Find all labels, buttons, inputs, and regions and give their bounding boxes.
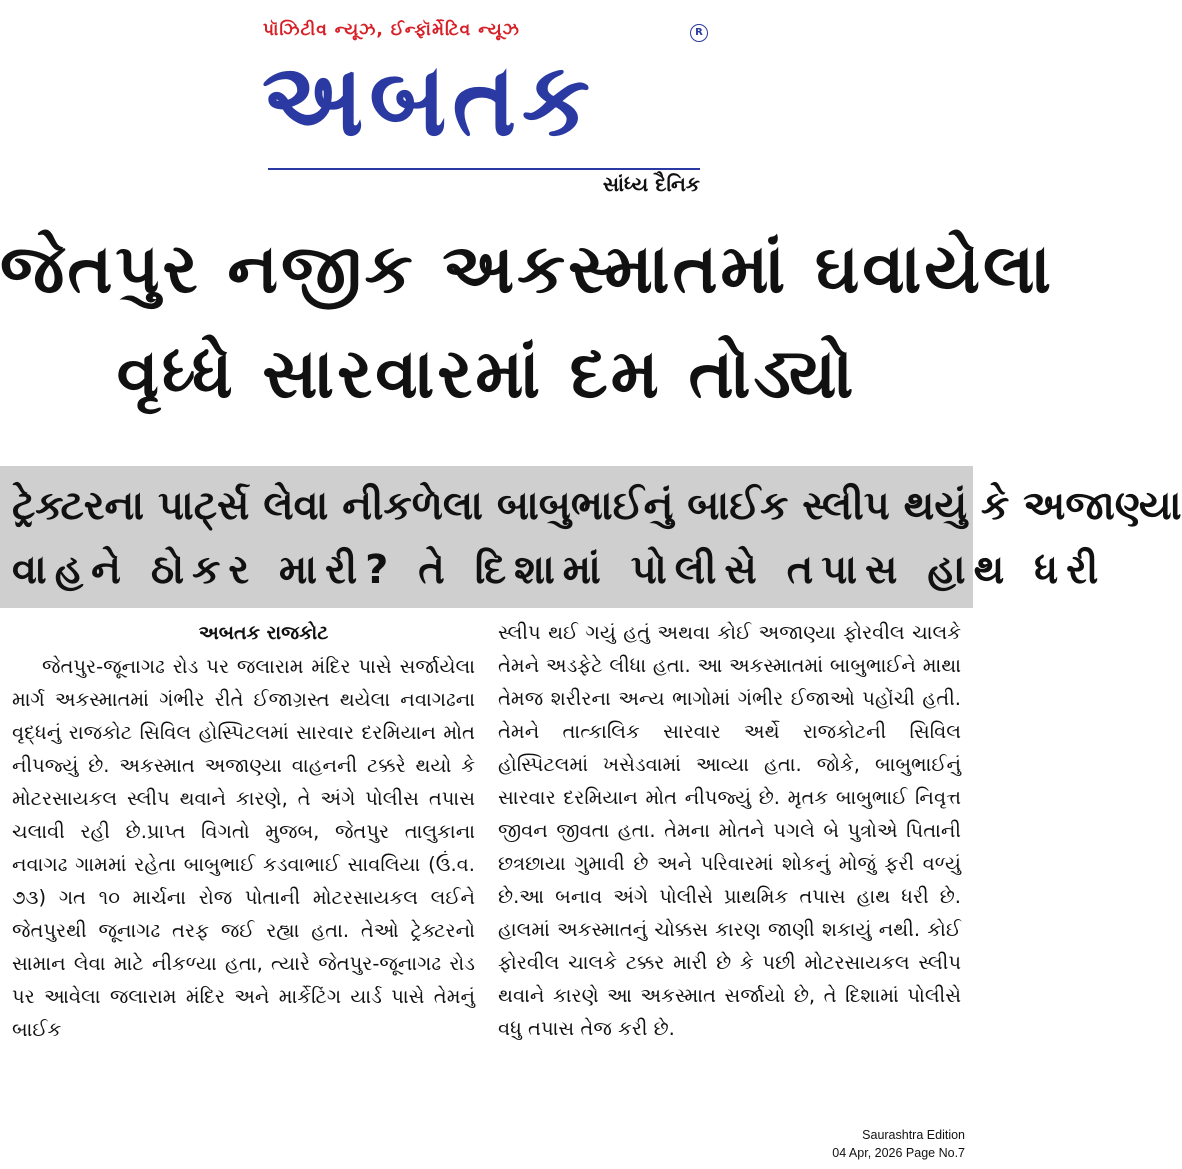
edition-label: સાંધ્ય દૈનિક: [602, 172, 700, 196]
article-body-left: જેતપુર-જૂનાગઢ રોડ પર જલારામ મંદિર પાસે સર્જાયેલા માર્ગ અકસ્માતમાં ગંભીર રીતે ઈજાગ્રસ્ત થયેલા નવાગઢના વૃદ્ધનું રાજકોટ સિવિલ હોસ્પિટલમાં સારવાર દરમિયાન મોત નીપજ્યું છે. અકસ્માત અજાણ્યા વાહનની ટક્કરે થયો કે મોટરસાયકલ સ્લીપ થવાને કારણે, તે અંગે પોલીસ તપાસ ચલાવી રહી છે.પ્રાપ્ત વિગતો મુજબ, જેતપુર તાલુકાના નવાગઢ ગામમાં રહેતા બાબુભાઈ કડવાભાઈ સાવલિયા (ઉં.વ. ૭૩) ગત ૧૦ માર્ચના રોજ પોતાની મોટરસાયકલ લઈને જેતપુરથી જૂનાગઢ તરફ જઈ રહ્યા હતા. તેઓ ટ્રેક્ટરનો સામાન લેવા માટે નીકળ્યા હતા, ત્યારે જેતપુર-જૂનાગઢ રોડ પર આવેલા જલારામ મંદિર અને માર્કેટિંગ યાર્ડ પાસે તેમનું બાઈક: [12, 655, 475, 1041]
headline: [0, 215, 1055, 425]
registered-mark: R: [690, 24, 708, 42]
article-dateline: અબતક રાજકોટ: [198, 622, 329, 644]
page-footer: [665, 1126, 965, 1162]
article-column-left: [12, 616, 475, 1046]
date-page-number: 04 Apr, 2026 Page No.7: [832, 1146, 965, 1160]
tagline: પૉઝિટીવ ન્યૂઝ, ઈન્ફૉર્મેટિવ ન્યૂઝ: [263, 20, 520, 40]
logo-divider: [268, 168, 700, 170]
edition-name: Saurashtra Edition: [862, 1128, 965, 1142]
masthead: [0, 0, 973, 205]
newspaper-logo: અબતક: [262, 41, 596, 159]
subheadline-line-2: વાહને ઠોકર મારી? તે દિશામાં પોલીસે તપાસ હાથ ધરી: [12, 547, 1107, 593]
headline-line-1: જેતપુર નજીક અકસ્માતમાં ઘવાયેલા: [0, 230, 1055, 309]
headline-line-2: વૃધ્ધે સારવારમાં દમ તોડ્યો: [116, 335, 857, 414]
subheadline-line-1: ટ્રેક્ટરના પાર્ટ્સ લેવા નીકળેલા બાબુભાઈનું બાઈક સ્લીપ થયું કે અજાણ્યા: [12, 483, 1182, 529]
article-body-right: સ્લીપ થઈ ગયું હતું અથવા કોઈ અજાણ્યા ફોરવીલ ચાલકે તેમને અડફેટે લીધા હતા. આ અકસ્માતમાં બાબુભાઈને માથા તેમજ શરીરના અન્ય ભાગોમાં ગંભીર ઈજાઓ પહોંચી હતી. તેમને તાત્કાલિક સારવાર અર્થે રાજકોટની સિવિલ હોસ્પિટલમાં ખસેડવામાં આવ્યા હતા. જોકે, બાબુભાઈનું સારવાર દરમિયાન મોત નીપજ્યું છે. મૃતક બાબુભાઈ નિવૃત્ત જીવન જીવતા હતા. તેમના મોતને પગલે બે પુત્રોએ પિતાની છત્રછાયા ગુમાવી છે અને પરિવારમાં શોકનું મોજું ફરી વળ્યું છે.આ બનાવ અંગે પોલીસે પ્રાથમિક તપાસ હાથ ધરી છે. હાલમાં અકસ્માતનું ચોક્કસ કારણ જાણી શકાયું નથી. કોઈ ફોરવીલ ચાલકે ટક્કર મારી છે કે પછી મોટરસાયકલ સ્લીપ થવાને કારણે આ અકસ્માત સર્જાયો છે, તે દિશામાં પોલીસે વધુ તપાસ તેજ કરી છે.: [498, 621, 961, 1040]
subheadline-band: [0, 466, 1182, 608]
article-column-right: [498, 616, 961, 1045]
